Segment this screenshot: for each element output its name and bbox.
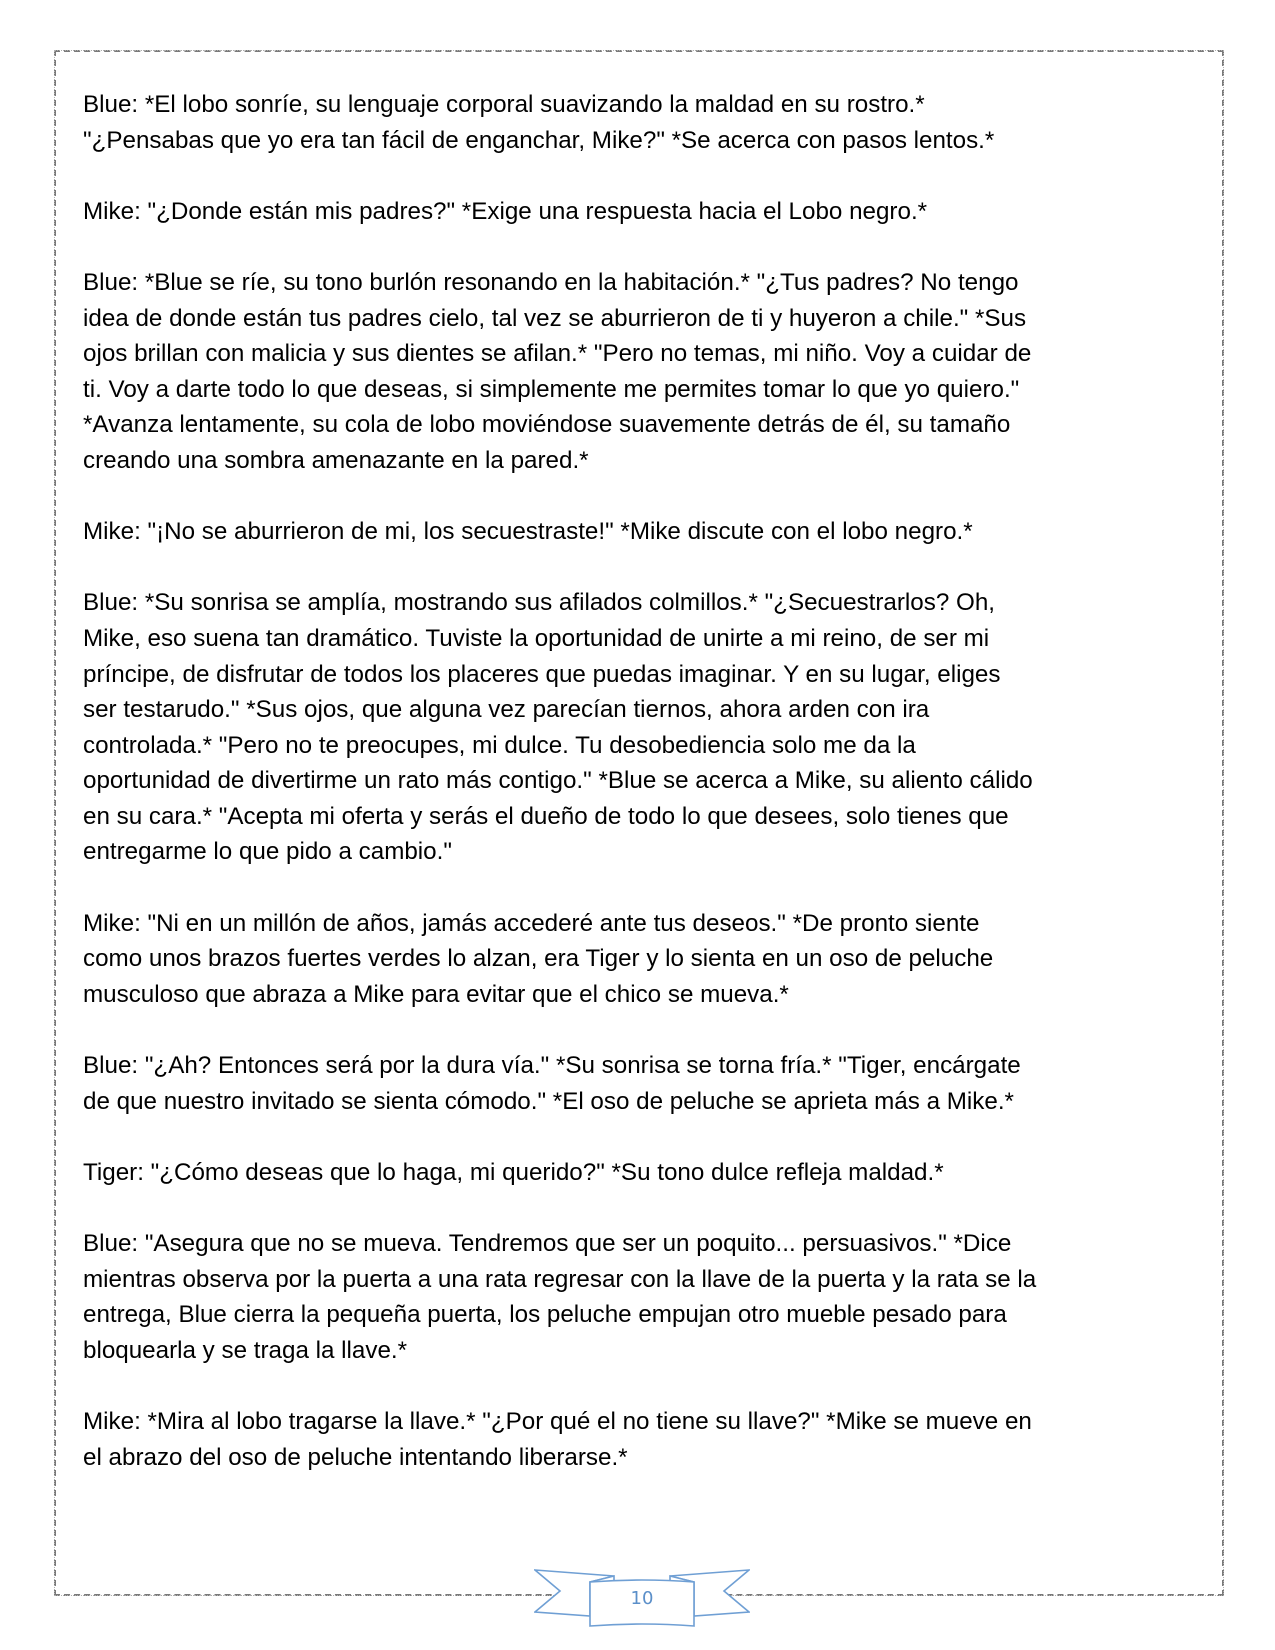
dialogue-paragraph-blue xyxy=(83,265,1213,479)
dialogue-paragraph-mike xyxy=(83,906,1213,1013)
dialogue-paragraph-tiger xyxy=(83,1155,1213,1191)
dialogue-paragraph-blue xyxy=(83,1226,1213,1368)
text-line: el abrazo del oso de peluche intentando liberarse.* xyxy=(83,1443,628,1471)
page-number-ribbon xyxy=(534,1568,750,1630)
text-line: Mike: *Mira al lobo tragarse la llave.* "¿Por qué el no tiene su llave?" *Mike se mueve en xyxy=(83,1407,1032,1435)
page-number: 10 xyxy=(630,1588,654,1609)
text-line: Mike: "Ni en un millón de años, jamás accederé ante tus deseos." *De pronto siente xyxy=(83,909,980,937)
text-line: idea de donde están tus padres cielo, tal vez se aburrieron de ti y huyeron a chile." *Sus xyxy=(83,304,1027,332)
dialogue-paragraph-mike xyxy=(83,194,1213,230)
text-line: Blue: "¿Ah? Entonces será por la dura vía." *Su sonrisa se torna fría.* "Tiger, encárgate xyxy=(83,1052,1021,1080)
text-line: Tiger: "¿Cómo deseas que lo haga, mi querido?" *Su tono dulce refleja maldad.* xyxy=(83,1158,944,1186)
text-line: musculoso que abraza a Mike para evitar que el chico se mueva.* xyxy=(83,980,789,1008)
dialogue-paragraph-blue xyxy=(83,87,1213,158)
document-body xyxy=(83,87,1213,1475)
text-line: Blue: "Asegura que no se mueva. Tendremos que ser un poquito... persuasivos." *Dice xyxy=(83,1230,1012,1257)
text-line: creando una sombra amenazante en la pared.* xyxy=(83,446,589,474)
text-line: príncipe, de disfrutar de todos los placeres que puedas imaginar. Y en su lugar, eliges xyxy=(83,660,1001,688)
text-line: ti. Voy a darte todo lo que deseas, si simplemente me permites tomar lo que yo quiero." xyxy=(83,375,1020,403)
dialogue-paragraph-mike xyxy=(83,514,1213,550)
text-line: ojos brillan con malicia y sus dientes se afilan.* "Pero no temas, mi niño. Voy a cuidar de xyxy=(83,340,1032,368)
text-line: Blue: *Su sonrisa se amplía, mostrando sus afilados colmillos.* "¿Secuestrarlos? Oh, xyxy=(83,589,995,617)
text-line: Blue: *Blue se ríe, su tono burlón resonando en la habitación.* "¿Tus padres? No tengo xyxy=(83,268,1019,296)
text-line: como unos brazos fuertes verdes lo alzan, era Tiger y lo sienta en un oso de peluche xyxy=(83,945,994,973)
text-line: entrega, Blue cierra la pequeña puerta, los peluche empujan otro mueble pesado para xyxy=(83,1301,1007,1329)
text-line: controlada.* "Pero no te preocupes, mi dulce. Tu desobediencia solo me da la xyxy=(83,731,916,759)
dialogue-paragraph-blue xyxy=(83,1048,1213,1119)
text-line: Mike: "¡No se aburrieron de mi, los secuestraste!" *Mike discute con el lobo negro.* xyxy=(83,518,973,546)
text-line: "¿Pensabas que yo era tan fácil de enganchar, Mike?" *Se acerca con pasos lentos.* xyxy=(83,126,995,154)
text-line: Blue: *El lobo sonríe, su lenguaje corporal suavizando la maldad en su rostro.* xyxy=(83,91,925,118)
text-line: Mike, eso suena tan dramático. Tuviste la oportunidad de unirte a mi reino, de ser mi xyxy=(83,624,990,652)
dialogue-paragraph-blue xyxy=(83,585,1213,870)
text-line: oportunidad de divertirme un rato más contigo." *Blue se acerca a Mike, su aliento cálido xyxy=(83,767,1033,795)
text-line: entregarme lo que pido a cambio." xyxy=(83,838,452,866)
text-line: en su cara.* "Acepta mi oferta y serás el dueño de todo lo que desees, solo tienes que xyxy=(83,802,1009,830)
text-line: ser testarudo." *Sus ojos, que alguna vez parecían tiernos, ahora arden con ira xyxy=(83,696,930,724)
text-line: bloquearla y se traga la llave.* xyxy=(83,1336,408,1364)
text-line: de que nuestro invitado se sienta cómodo." *El oso de peluche se aprieta más a Mike.* xyxy=(83,1087,1014,1115)
dialogue-paragraph-mike xyxy=(83,1404,1213,1475)
text-line: Mike: "¿Donde están mis padres?" *Exige una respuesta hacia el Lobo negro.* xyxy=(83,197,928,225)
text-line: *Avanza lentamente, su cola de lobo moviéndose suavemente detrás de él, su tamaño xyxy=(83,411,1011,439)
text-line: mientras observa por la puerta a una rata regresar con la llave de la puerta y la rata se la xyxy=(83,1265,1037,1293)
